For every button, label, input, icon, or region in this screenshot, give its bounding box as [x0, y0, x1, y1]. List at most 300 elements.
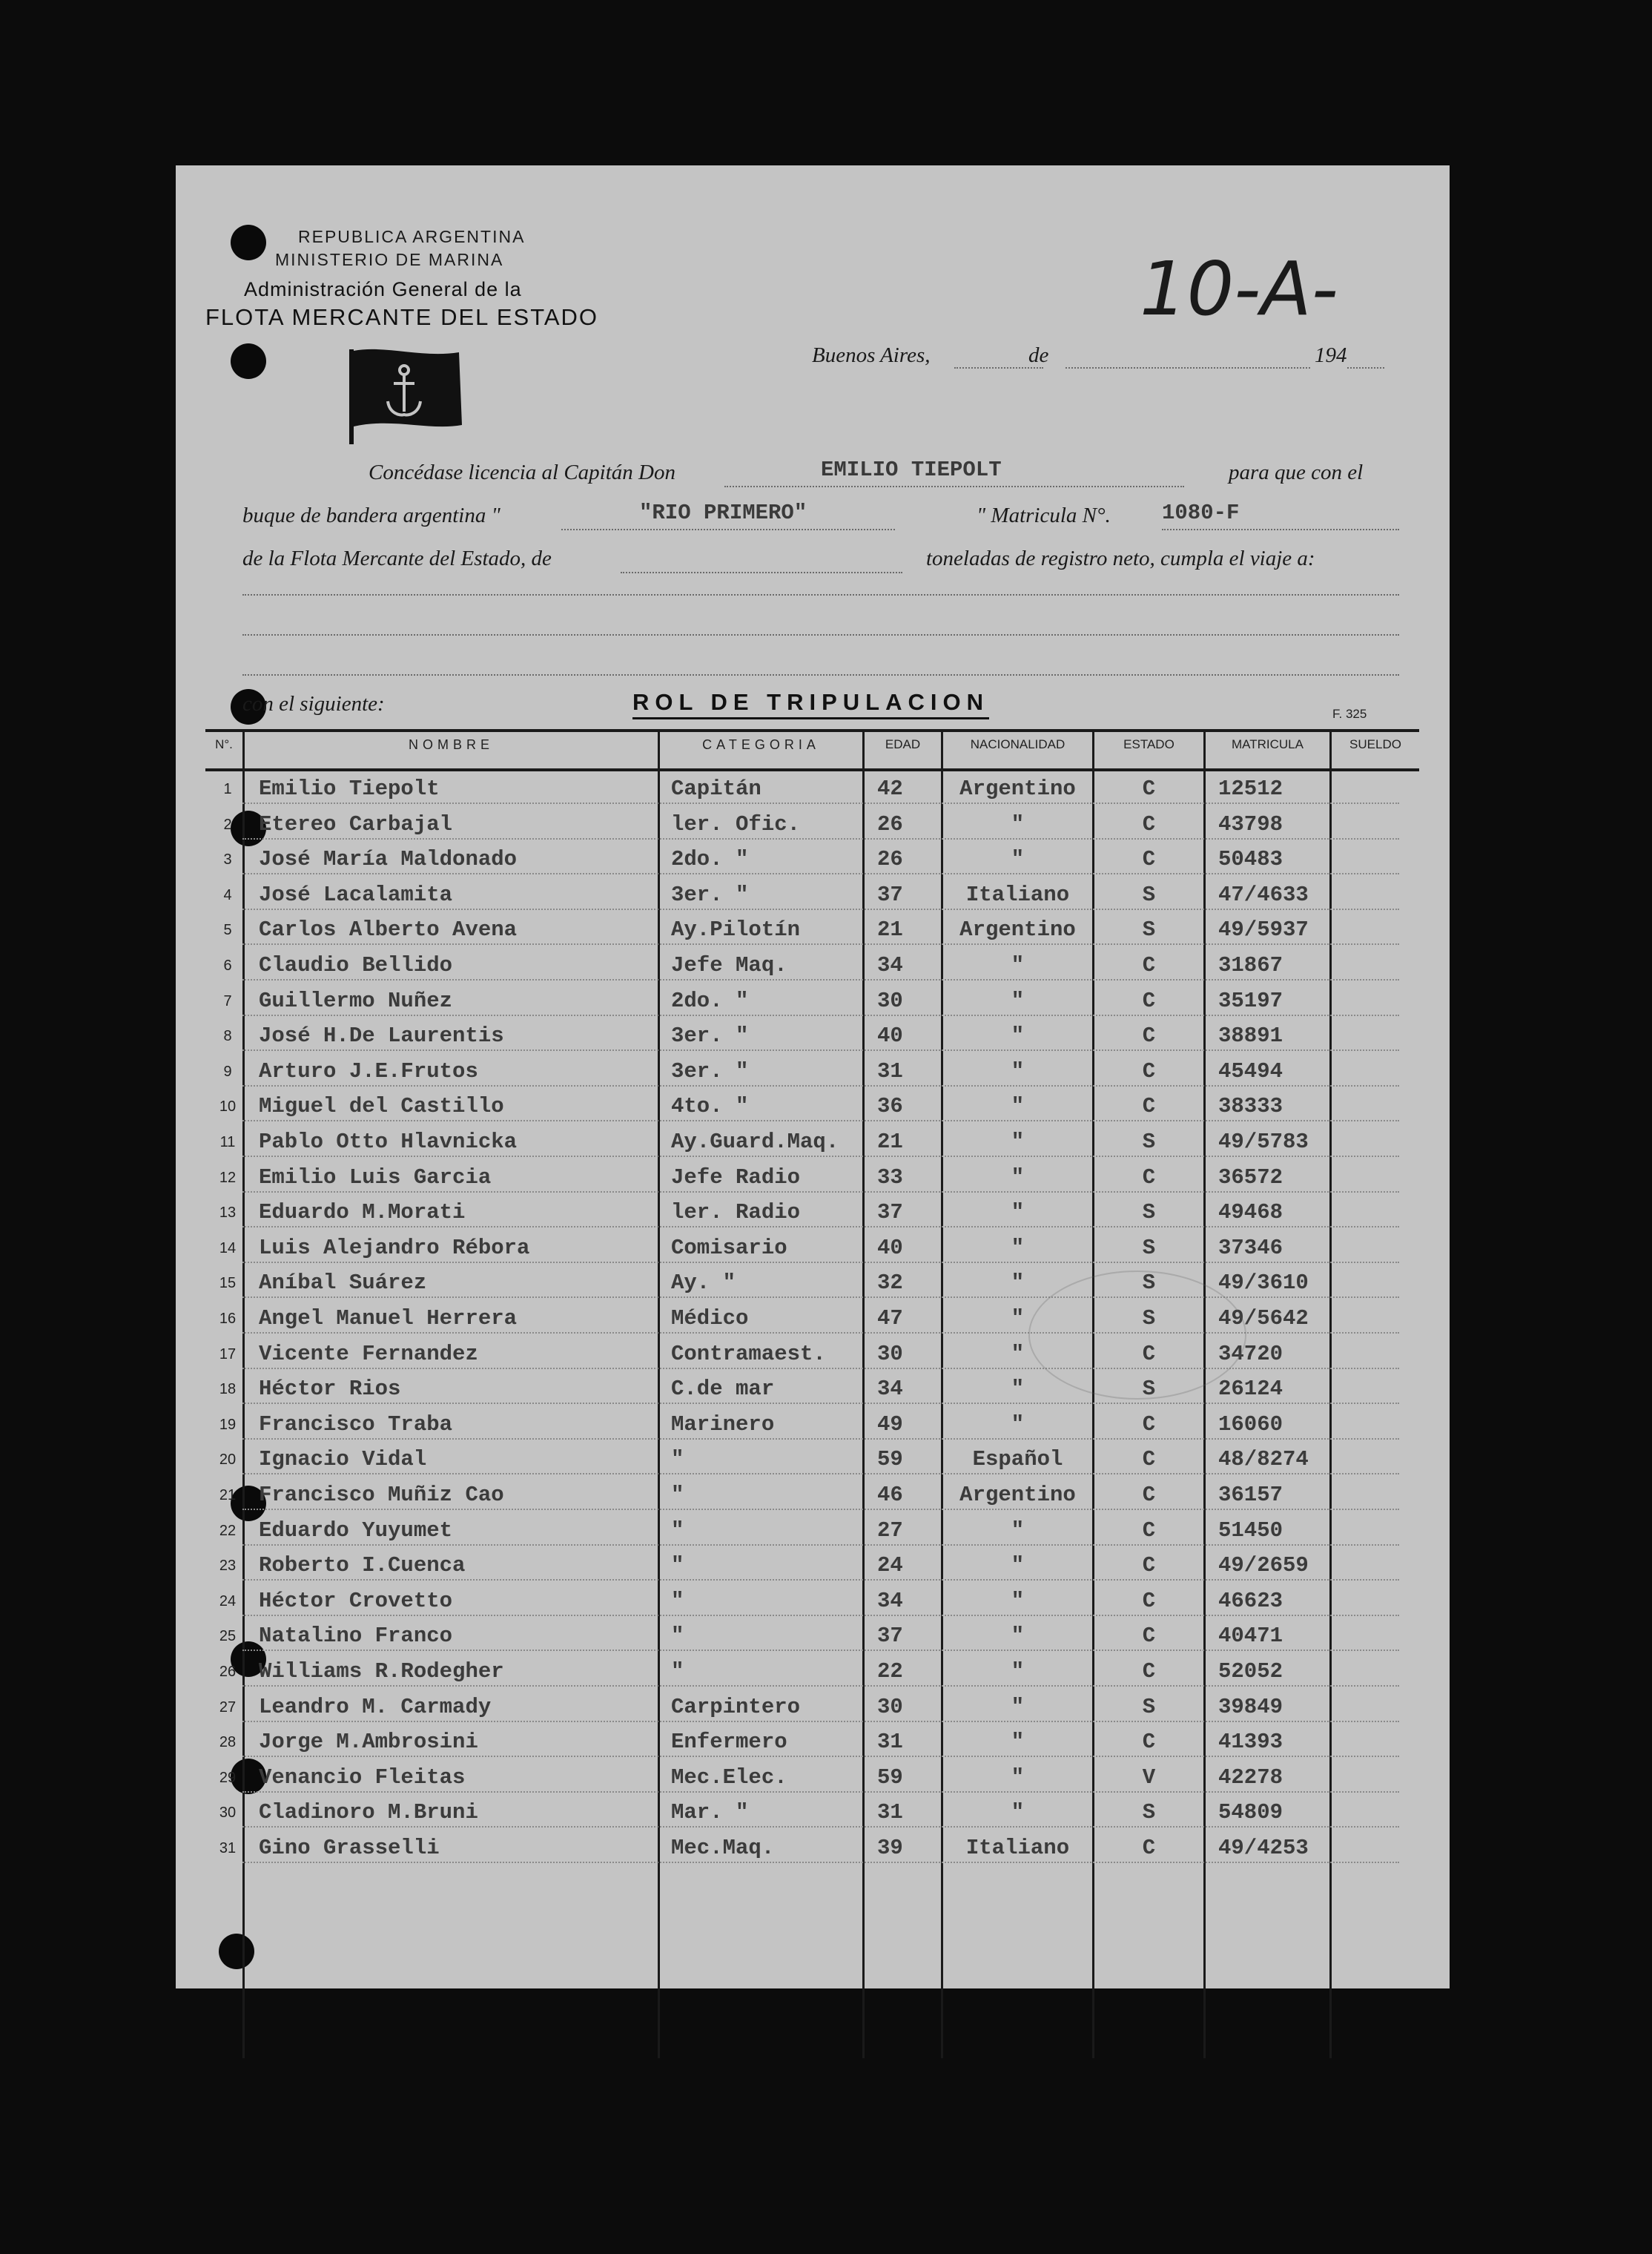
row-rule — [242, 1650, 1399, 1651]
crew-category: Comisario — [671, 1235, 787, 1260]
crew-category: 3er. " — [671, 1058, 749, 1084]
crew-status: S — [1142, 1306, 1156, 1331]
row-rule — [242, 1615, 1399, 1616]
crew-status: C — [1142, 811, 1156, 837]
row-number: 24 — [219, 1592, 237, 1609]
row-rule — [242, 838, 1399, 840]
row-rule — [242, 1226, 1399, 1227]
crew-category: 4to. " — [671, 1094, 749, 1119]
crew-nationality: " — [1011, 1588, 1025, 1613]
table-header-rule — [205, 768, 1419, 771]
table-row — [176, 772, 1450, 807]
row-number: 27 — [219, 1698, 237, 1716]
crew-age: 22 — [877, 1659, 903, 1684]
crew-nationality: " — [1011, 1411, 1025, 1437]
voyage-line-2 — [242, 634, 1399, 636]
crew-status: C — [1142, 1058, 1156, 1084]
crew-category: 3er. " — [671, 882, 749, 907]
crew-category: Marinero — [671, 1411, 775, 1437]
row-rule — [242, 943, 1399, 945]
crew-nationality: " — [1011, 1377, 1025, 1402]
crew-age: 31 — [877, 1800, 903, 1825]
crew-category: Contramaest. — [671, 1341, 826, 1366]
crew-category: Mar. " — [671, 1800, 749, 1825]
crew-nationality: Argentino — [959, 777, 1076, 801]
crew-nationality: " — [1011, 1271, 1025, 1296]
row-number: 20 — [219, 1451, 237, 1469]
crew-matricula: 46623 — [1218, 1588, 1283, 1613]
crew-status: V — [1142, 1764, 1156, 1790]
crew-name: Williams R.Rodegher — [259, 1659, 504, 1684]
month-line — [1065, 367, 1310, 369]
row-number: 30 — [219, 1805, 237, 1822]
crew-category: Ay.Guard.Maq. — [671, 1130, 839, 1154]
crew-category: Capitán — [671, 777, 761, 801]
crew-matricula: 48/8274 — [1218, 1447, 1309, 1472]
crew-matricula: 39849 — [1218, 1694, 1283, 1719]
crew-matricula: 41393 — [1218, 1730, 1283, 1755]
row-number: 6 — [223, 958, 232, 974]
crew-name: Arturo J.E.Frutos — [259, 1058, 478, 1084]
crew-age: 46 — [877, 1483, 903, 1507]
crew-name: Angel Manuel Herrera — [259, 1306, 518, 1331]
row-number: 5 — [223, 922, 232, 939]
col-header-status: ESTADO — [1123, 737, 1174, 751]
table-row — [176, 1125, 1450, 1160]
crew-status: C — [1142, 1730, 1156, 1755]
crew-status: C — [1142, 1553, 1156, 1578]
crew-matricula: 45494 — [1218, 1058, 1283, 1084]
crew-nationality: " — [1011, 1235, 1025, 1260]
row-rule — [242, 1579, 1399, 1581]
row-number: 16 — [219, 1311, 237, 1327]
crew-matricula: 52052 — [1218, 1659, 1283, 1684]
row-number: 22 — [219, 1522, 237, 1539]
crew-matricula: 50483 — [1218, 847, 1283, 872]
crew-name: Francisco Traba — [259, 1411, 453, 1437]
table-row — [176, 1549, 1450, 1584]
crew-status: S — [1142, 1130, 1156, 1154]
row-number: 25 — [219, 1628, 237, 1645]
crew-status: C — [1142, 1024, 1156, 1049]
table-row — [176, 1055, 1450, 1090]
crew-category: Jefe Maq. — [671, 953, 787, 978]
crew-name: Aníbal Suárez — [259, 1271, 427, 1296]
table-row — [176, 1090, 1450, 1124]
crew-age: 24 — [877, 1553, 903, 1578]
row-number: 7 — [223, 992, 232, 1009]
crew-matricula: 38333 — [1218, 1094, 1283, 1119]
table-row — [176, 1831, 1450, 1866]
table-top-rule — [205, 729, 1419, 732]
crew-nationality: Español — [972, 1447, 1063, 1472]
row-rule — [242, 1403, 1399, 1404]
row-rule — [242, 1791, 1399, 1793]
crew-name: Eduardo Yuyumet — [259, 1518, 453, 1543]
letterhead-ministry: MINISTERIO DE MARINA — [275, 250, 504, 269]
matricula-line — [1162, 529, 1399, 530]
crew-nationality: " — [1011, 953, 1025, 978]
crew-category: " — [671, 1588, 684, 1613]
row-number: 14 — [219, 1239, 237, 1256]
crew-category: 3er. " — [671, 1024, 749, 1049]
col-header-matricula: MATRICULA — [1232, 737, 1304, 751]
row-rule — [242, 1156, 1399, 1157]
crew-nationality: " — [1011, 847, 1025, 872]
crew-name: Héctor Rios — [259, 1377, 401, 1402]
col-header-category: CATEGORIA — [702, 737, 820, 752]
row-rule — [242, 803, 1399, 804]
col-header-age: EDAD — [885, 737, 921, 751]
letterhead-fleet: FLOTA MERCANTE DEL ESTADO — [205, 304, 599, 330]
crew-category: Ay.Pilotín — [671, 917, 801, 943]
crew-nationality: " — [1011, 1200, 1025, 1225]
table-row — [176, 1337, 1450, 1372]
row-number: 4 — [223, 886, 232, 903]
ship-line — [561, 529, 895, 530]
crew-age: 33 — [877, 1164, 903, 1190]
row-rule — [242, 1049, 1399, 1051]
crew-name: Emilio Luis Garcia — [259, 1164, 492, 1190]
crew-status: C — [1142, 988, 1156, 1013]
table-row — [176, 1408, 1450, 1443]
crew-nationality: " — [1011, 1730, 1025, 1755]
crew-name: Roberto I.Cuenca — [259, 1553, 466, 1578]
crew-matricula: 16060 — [1218, 1411, 1283, 1437]
crew-category: " — [671, 1447, 684, 1472]
crew-age: 37 — [877, 882, 903, 907]
crew-category: Médico — [671, 1306, 749, 1331]
crew-name: Guillermo Nuñez — [259, 988, 453, 1013]
crew-name: José María Maldonado — [259, 847, 518, 872]
crew-nationality: " — [1011, 1094, 1025, 1119]
document-page — [176, 165, 1450, 1988]
crew-status: C — [1142, 1659, 1156, 1684]
crew-age: 21 — [877, 1130, 903, 1154]
ship-matricula: 1080-F — [1162, 501, 1240, 525]
crew-matricula: 54809 — [1218, 1800, 1283, 1825]
crew-status: C — [1142, 1518, 1156, 1543]
ship-name: "RIO PRIMERO" — [639, 501, 807, 525]
crew-matricula: 49468 — [1218, 1200, 1283, 1225]
crew-status: C — [1142, 1624, 1156, 1649]
table-row — [176, 1584, 1450, 1619]
crew-matricula: 49/4253 — [1218, 1836, 1309, 1860]
crew-age: 42 — [877, 777, 903, 801]
license-line4-prefix: con el siguiente: — [242, 692, 385, 716]
tonnage-line — [621, 572, 902, 573]
crew-matricula: 35197 — [1218, 988, 1283, 1013]
row-number: 18 — [219, 1381, 237, 1398]
crew-name: Pablo Otto Hlavnicka — [259, 1130, 518, 1154]
row-rule — [242, 1826, 1399, 1828]
crew-nationality: " — [1011, 1024, 1025, 1049]
crew-category: 2do. " — [671, 847, 749, 872]
crew-name: Miguel del Castillo — [259, 1094, 504, 1119]
crew-category: C.de mar — [671, 1377, 775, 1402]
table-row — [176, 1266, 1450, 1301]
table-row — [176, 1796, 1450, 1830]
row-rule — [242, 1085, 1399, 1087]
crew-status: C — [1142, 1588, 1156, 1613]
crew-category: ler. Ofic. — [671, 811, 801, 837]
table-row — [176, 808, 1450, 843]
crew-matricula: 51450 — [1218, 1518, 1283, 1543]
crew-name: Luis Alejandro Rébora — [259, 1235, 530, 1260]
table-row — [176, 1372, 1450, 1407]
table-row — [176, 1655, 1450, 1690]
crew-name: Cladinoro M.Bruni — [259, 1800, 478, 1825]
crew-list-title: ROL DE TRIPULACION — [632, 689, 989, 719]
captain-line — [724, 486, 1184, 487]
year-line — [1347, 367, 1384, 369]
crew-status: S — [1142, 1800, 1156, 1825]
crew-matricula: 34720 — [1218, 1341, 1283, 1366]
table-row — [176, 1161, 1450, 1196]
voyage-line-1 — [242, 594, 1399, 596]
crew-status: S — [1142, 1694, 1156, 1719]
crew-nationality: " — [1011, 1058, 1025, 1084]
crew-age: 59 — [877, 1764, 903, 1790]
row-number: 11 — [219, 1134, 236, 1150]
crew-age: 21 — [877, 917, 903, 943]
crew-nationality: " — [1011, 1624, 1025, 1649]
punch-hole — [219, 1934, 254, 1969]
crew-category: 2do. " — [671, 988, 749, 1013]
row-rule — [242, 1862, 1399, 1863]
crew-nationality: " — [1011, 1130, 1025, 1154]
row-number: 19 — [219, 1416, 237, 1433]
crew-status: C — [1142, 1341, 1156, 1366]
anchor-flag-icon — [340, 343, 466, 447]
crew-name: Venancio Fleitas — [259, 1764, 466, 1790]
row-rule — [242, 1544, 1399, 1546]
crew-category: " — [671, 1483, 684, 1507]
table-row — [176, 1690, 1450, 1725]
table-row — [176, 1761, 1450, 1796]
crew-status: S — [1142, 917, 1156, 943]
crew-age: 40 — [877, 1235, 903, 1260]
crew-category: Carpintero — [671, 1694, 801, 1719]
crew-status: C — [1142, 1447, 1156, 1472]
crew-category: Enfermero — [671, 1730, 787, 1755]
crew-nationality: Italiano — [965, 882, 1070, 907]
crew-name: Ignacio Vidal — [259, 1447, 427, 1472]
row-number: 29 — [219, 1769, 237, 1786]
row-number: 17 — [219, 1345, 237, 1362]
crew-matricula: 26124 — [1218, 1377, 1283, 1402]
crew-matricula: 49/2659 — [1218, 1553, 1309, 1578]
crew-nationality: Italiano — [965, 1836, 1070, 1860]
license-line3-suffix: toneladas de registro neto, cumpla el viaje a: — [926, 547, 1315, 570]
row-rule — [242, 1685, 1399, 1687]
crew-age: 34 — [877, 1588, 903, 1613]
crew-age: 49 — [877, 1411, 903, 1437]
row-rule — [242, 1756, 1399, 1757]
crew-category: " — [671, 1518, 684, 1543]
row-rule — [242, 1120, 1399, 1121]
table-row — [176, 1302, 1450, 1337]
crew-category: Jefe Radio — [671, 1164, 801, 1190]
crew-age: 34 — [877, 1377, 903, 1402]
crew-status: C — [1142, 1483, 1156, 1507]
crew-name: Etereo Carbajal — [259, 811, 453, 837]
row-number: 3 — [223, 851, 232, 869]
crew-name: Carlos Alberto Avena — [259, 917, 518, 943]
table-row — [176, 913, 1450, 948]
punch-hole — [231, 343, 266, 379]
crew-nationality: " — [1011, 1553, 1025, 1578]
crew-age: 27 — [877, 1518, 903, 1543]
row-rule — [242, 873, 1399, 874]
col-header-number: N°. — [215, 737, 233, 751]
crew-status: C — [1142, 777, 1156, 801]
crew-status: C — [1142, 1836, 1156, 1860]
crew-matricula: 38891 — [1218, 1024, 1283, 1049]
crew-nationality: " — [1011, 1800, 1025, 1825]
crew-age: 26 — [877, 811, 903, 837]
row-number: 2 — [223, 816, 232, 833]
crew-name: Vicente Fernandez — [259, 1341, 478, 1366]
crew-matricula: 47/4633 — [1218, 882, 1309, 907]
row-number: 10 — [219, 1098, 237, 1116]
crew-nationality: Argentino — [959, 1483, 1076, 1507]
crew-age: 36 — [877, 1094, 903, 1119]
city-label: Buenos Aires, — [812, 343, 931, 367]
row-rule — [242, 1473, 1399, 1474]
col-header-salary: SUELDO — [1349, 737, 1401, 751]
table-row — [176, 1231, 1450, 1266]
license-line3-prefix: de la Flota Mercante del Estado, de — [242, 547, 552, 570]
table-row — [176, 1514, 1450, 1549]
crew-name: Francisco Muñiz Cao — [259, 1483, 504, 1507]
crew-status: S — [1142, 1235, 1156, 1260]
crew-name: Héctor Crovetto — [259, 1588, 453, 1613]
row-number: 12 — [219, 1169, 237, 1186]
crew-name: Claudio Bellido — [259, 953, 453, 978]
table-row — [176, 984, 1450, 1019]
crew-nationality: " — [1011, 1694, 1025, 1719]
crew-status: S — [1142, 1200, 1156, 1225]
crew-name: Natalino Franco — [259, 1624, 453, 1649]
row-rule — [242, 1509, 1399, 1510]
table-row — [176, 1725, 1450, 1760]
crew-nationality: " — [1011, 1518, 1025, 1543]
crew-category: Mec.Elec. — [671, 1764, 787, 1790]
year-label: 194 — [1315, 343, 1347, 367]
crew-nationality: " — [1011, 1306, 1025, 1331]
row-number: 1 — [223, 781, 232, 797]
row-number: 8 — [223, 1028, 232, 1045]
license-line1-suffix: para que con el — [1229, 461, 1364, 484]
crew-name: Jorge M.Ambrosini — [259, 1730, 478, 1755]
crew-age: 30 — [877, 1341, 903, 1366]
license-line1-prefix: Concédase licencia al Capitán Don — [369, 461, 675, 484]
row-rule — [242, 1015, 1399, 1016]
table-row — [176, 1196, 1450, 1230]
crew-status: C — [1142, 953, 1156, 978]
crew-age: 40 — [877, 1024, 903, 1049]
form-code: F. 325 — [1332, 707, 1367, 721]
crew-status: S — [1142, 882, 1156, 907]
crew-category: ler. Radio — [671, 1200, 801, 1225]
crew-age: 26 — [877, 847, 903, 872]
crew-matricula: 49/5642 — [1218, 1306, 1309, 1331]
table-row — [176, 843, 1450, 877]
crew-age: 32 — [877, 1271, 903, 1296]
crew-name: Emilio Tiepolt — [259, 777, 440, 801]
license-line2-prefix: buque de bandera argentina " — [242, 504, 500, 527]
crew-category: Mec.Maq. — [671, 1836, 775, 1860]
crew-nationality: " — [1011, 1659, 1025, 1684]
crew-age: 37 — [877, 1624, 903, 1649]
crew-matricula: 49/5937 — [1218, 917, 1309, 943]
row-number: 13 — [219, 1205, 237, 1222]
crew-status: C — [1142, 1094, 1156, 1119]
crew-age: 31 — [877, 1730, 903, 1755]
crew-category: " — [671, 1659, 684, 1684]
crew-matricula: 36157 — [1218, 1483, 1283, 1507]
col-header-nationality: NACIONALIDAD — [970, 737, 1065, 751]
de-label: de — [1028, 343, 1049, 367]
crew-matricula: 12512 — [1218, 777, 1283, 801]
row-number: 28 — [219, 1734, 237, 1751]
faint-stamp — [1028, 1271, 1246, 1400]
row-rule — [242, 1438, 1399, 1440]
crew-matricula: 36572 — [1218, 1164, 1283, 1190]
license-line2-mid: " Matricula N°. — [977, 504, 1111, 527]
crew-matricula: 42278 — [1218, 1764, 1283, 1790]
crew-age: 59 — [877, 1447, 903, 1472]
table-row — [176, 878, 1450, 913]
row-rule — [242, 979, 1399, 981]
crew-age: 47 — [877, 1306, 903, 1331]
crew-status: S — [1142, 1271, 1156, 1296]
captain-name: EMILIO TIEPOLT — [821, 458, 1002, 482]
row-rule — [242, 1721, 1399, 1722]
crew-category: " — [671, 1624, 684, 1649]
row-number: 9 — [223, 1063, 232, 1080]
crew-matricula: 49/5783 — [1218, 1130, 1309, 1154]
row-number: 31 — [219, 1840, 237, 1856]
crew-status: C — [1142, 1164, 1156, 1190]
row-rule — [242, 909, 1399, 910]
crew-age: 39 — [877, 1836, 903, 1860]
crew-age: 30 — [877, 1694, 903, 1719]
crew-matricula: 43798 — [1218, 811, 1283, 837]
letterhead-administration: Administración General de la — [244, 278, 522, 300]
crew-nationality: " — [1011, 811, 1025, 837]
handwritten-annotation: 10-A- — [1140, 245, 1338, 332]
row-number: 15 — [219, 1275, 237, 1292]
crew-matricula: 37346 — [1218, 1235, 1283, 1260]
crew-name: Leandro M. Carmady — [259, 1694, 492, 1719]
crew-category: " — [671, 1553, 684, 1578]
letterhead-country: REPUBLICA ARGENTINA — [298, 227, 526, 246]
table-row — [176, 1619, 1450, 1654]
crew-status: C — [1142, 847, 1156, 872]
crew-age: 34 — [877, 953, 903, 978]
row-rule — [242, 1262, 1399, 1263]
crew-name: Gino Grasselli — [259, 1836, 440, 1860]
crew-age: 30 — [877, 988, 903, 1013]
crew-nationality: " — [1011, 1164, 1025, 1190]
row-rule — [242, 1191, 1399, 1193]
crew-nationality: " — [1011, 1764, 1025, 1790]
crew-nationality: " — [1011, 1341, 1025, 1366]
crew-age: 31 — [877, 1058, 903, 1084]
crew-name: Eduardo M.Morati — [259, 1200, 466, 1225]
